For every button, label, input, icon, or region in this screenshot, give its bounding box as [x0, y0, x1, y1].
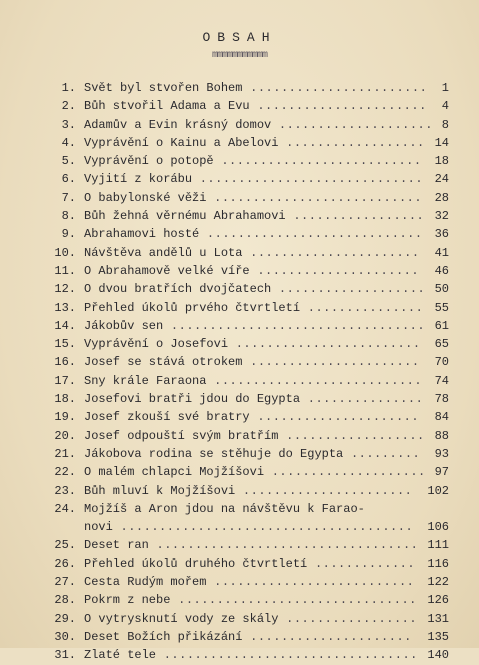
entry-title: O dvou bratřích dvojčatech ...................	[84, 282, 426, 297]
entry-title: Sny krále Faraona ...........................	[84, 373, 423, 388]
dot-leader: ......................	[235, 483, 413, 498]
dot-leader: ......................	[249, 99, 427, 114]
entry-title: Vyjití z korábu .............................	[84, 172, 424, 187]
entry-number: 25.	[54, 538, 76, 553]
toc-entry	[0, 555, 479, 573]
dot-leader: .............	[307, 556, 416, 571]
toc-entry	[0, 244, 479, 262]
entry-page-number: 70	[434, 355, 449, 370]
entry-title: Vyprávění o Kainu a Abelovi ..................	[84, 135, 425, 150]
toc-entry	[0, 79, 479, 97]
entry-number: 27.	[54, 575, 76, 590]
entry-page-number: 106	[427, 520, 449, 535]
entry-number: 2.	[61, 99, 76, 114]
toc-entry	[0, 610, 479, 628]
entry-number: 19.	[54, 410, 76, 425]
entry-number: 7.	[61, 190, 76, 205]
entry-number: 24.	[54, 501, 76, 516]
dot-leader: .......................	[242, 81, 428, 95]
entry-title: Jákobův sen .................................	[84, 318, 426, 333]
entry-page-number: 41	[434, 245, 449, 260]
toc-entry	[0, 134, 479, 152]
dot-leader: ...........................	[206, 190, 423, 205]
dot-leader: ..........................	[206, 575, 415, 590]
entry-page-number: 131	[427, 611, 449, 626]
entry-title: Deset ran ..................................	[84, 538, 419, 553]
entry-title: Svět byl stvořen Bohem .......................	[84, 81, 428, 95]
entry-title: Abrahamovi hosté ............................	[84, 227, 423, 242]
entry-number: 31.	[54, 648, 76, 663]
entry-title: O malém chlapci Mojžíšovi ....................	[84, 465, 426, 480]
dot-leader: .....................	[242, 629, 412, 644]
entry-page-number: 97	[434, 465, 449, 480]
dot-leader: ...................	[271, 282, 426, 297]
entry-title: Bůh mluví k Mojžíšovi ......................	[84, 483, 413, 498]
toc-entry	[0, 317, 479, 335]
entry-page-number: 61	[434, 318, 449, 333]
entry-title: Vyprávění o potopě ..........................	[84, 154, 422, 169]
dot-leader: ..........................	[213, 154, 422, 169]
dot-leader: .................	[278, 611, 418, 626]
toc-entry	[0, 97, 479, 115]
entry-page-number: 24	[434, 172, 449, 187]
entry-page-number: 55	[434, 300, 449, 315]
entry-page-number: 74	[434, 373, 449, 388]
dot-leader: ......................................	[112, 520, 414, 535]
toc-entry	[0, 427, 479, 445]
toc-entry	[0, 536, 479, 554]
toc-entry	[0, 299, 479, 317]
dot-leader: ..................	[278, 428, 425, 443]
toc-entry	[0, 500, 479, 518]
entry-number: 10.	[54, 245, 76, 260]
dot-leader: ....................	[264, 465, 426, 480]
table-of-contents	[0, 79, 479, 665]
entry-page-number: 50	[434, 282, 449, 297]
entry-title: Přehled úkolů prvého čtvrtletí ...............	[84, 300, 424, 315]
entry-number: 18.	[54, 392, 76, 407]
entry-number: 30.	[54, 629, 76, 644]
entry-number: 13.	[54, 300, 76, 315]
entry-page-number: 135	[427, 629, 449, 644]
entry-title: Adamův a Evin krásný domov ....................	[84, 117, 433, 132]
entry-title: novi ......................................	[84, 520, 414, 535]
entry-number: 5.	[61, 154, 76, 169]
entry-title: O vytrysknutí vody ze skály .................	[84, 611, 418, 626]
entry-page-number: 126	[427, 593, 449, 608]
entry-title: Návštěva andělů u Lota ......................	[84, 245, 420, 260]
entry-page-number: 84	[434, 410, 449, 425]
entry-title: Bůh žehná věrnému Abrahamovi .................	[84, 209, 425, 224]
entry-title: Mojžíš a Aron jdou na návštěvu k Farao-	[84, 501, 365, 516]
entry-title: O babylonské věži ...........................	[84, 190, 423, 205]
entry-page-number: 28	[434, 190, 449, 205]
dot-leader: ...............................	[170, 593, 417, 608]
entry-page-number: 1	[441, 81, 449, 95]
toc-entry	[0, 170, 479, 188]
entry-title: Pokrm z nebe ...............................	[84, 593, 417, 608]
dot-leader: ..................	[278, 135, 425, 150]
toc-entry	[0, 353, 479, 371]
entry-page-number: 18	[434, 154, 449, 169]
dot-leader: .....................	[249, 410, 420, 425]
toc-entry	[0, 628, 479, 646]
dot-leader: ........................	[228, 337, 421, 352]
toc-entry	[0, 518, 479, 536]
toc-entry	[0, 445, 479, 463]
entry-page-number: 36	[434, 227, 449, 242]
entry-title: Přehled úkolů druhého čtvrtletí .............	[84, 556, 416, 571]
entry-page-number: 116	[427, 556, 449, 571]
entry-number: 15.	[54, 337, 76, 352]
dot-leader: .........	[343, 446, 421, 461]
entry-title: Deset Božích přikázání .....................	[84, 629, 412, 644]
dot-leader: ............................	[199, 227, 423, 242]
dot-leader: .................................	[163, 318, 426, 333]
entry-number: 3.	[61, 117, 76, 132]
entry-page-number: 4	[441, 99, 449, 114]
toc-entry	[0, 390, 479, 408]
toc-entry	[0, 463, 479, 481]
entry-title: Josef odpouští svým bratřím ..................	[84, 428, 425, 443]
entry-number: 12.	[54, 282, 76, 297]
toc-entry	[0, 152, 479, 170]
toc-entry	[0, 280, 479, 298]
dot-leader: .................	[285, 209, 425, 224]
entry-page-number: 78	[434, 392, 449, 407]
entry-title: Bůh stvořil Adama a Evu ......................	[84, 99, 427, 114]
dot-leader: ...............	[300, 392, 424, 407]
entry-title: Zlaté tele .................................	[84, 648, 418, 663]
toc-entry	[0, 573, 479, 591]
toc-entry	[0, 207, 479, 225]
toc-entry	[0, 335, 479, 353]
entry-number: 9.	[61, 227, 76, 242]
entry-number: 11.	[54, 263, 76, 278]
entry-number: 22.	[54, 465, 76, 480]
toc-entry	[0, 646, 479, 664]
entry-page-number: 65	[434, 337, 449, 352]
dot-leader: ......................	[242, 245, 420, 260]
entry-number: 1.	[61, 81, 76, 95]
entry-page-number: 88	[434, 428, 449, 443]
entry-title: Josef se stává otrokem ......................	[84, 355, 420, 370]
entry-title: Cesta Rudým mořem ..........................	[84, 575, 415, 590]
entry-page-number: 14	[434, 135, 449, 150]
entry-number: 20.	[54, 428, 76, 443]
title-underline: mmmmmmmmmmm	[211, 50, 267, 61]
entry-number: 21.	[54, 446, 76, 461]
dot-leader: .................................	[156, 648, 418, 663]
entry-number: 17.	[54, 373, 76, 388]
entry-number: 23.	[54, 483, 76, 498]
entry-number: 28.	[54, 593, 76, 608]
entry-number: 8.	[61, 209, 76, 224]
dot-leader: .............................	[192, 172, 424, 187]
dot-leader: ...............	[300, 300, 424, 315]
toc-entry	[0, 408, 479, 426]
toc-entry	[0, 116, 479, 134]
entry-title: Vyprávění o Josefovi ........................	[84, 337, 421, 352]
dot-leader: ....................	[271, 117, 433, 132]
entry-number: 16.	[54, 355, 76, 370]
page-title: OBSAH	[202, 30, 277, 45]
entry-number: 6.	[61, 172, 76, 187]
entry-number: 29.	[54, 611, 76, 626]
entry-title: Josefovi bratři jdou do Egypta ...............	[84, 392, 424, 407]
toc-entry	[0, 189, 479, 207]
entry-title: Jákobova rodina se stěhuje do Egypta .........	[84, 446, 421, 461]
entry-page-number: 46	[434, 263, 449, 278]
entry-page-number: 111	[427, 538, 449, 553]
entry-number: 26.	[54, 556, 76, 571]
dot-leader: .....................	[249, 263, 420, 278]
entry-title: Josef zkouší své bratry .....................	[84, 410, 420, 425]
dot-leader: ..................................	[148, 538, 419, 553]
dot-leader: ...........................	[206, 373, 423, 388]
entry-page-number: 122	[427, 575, 449, 590]
toc-entry	[0, 262, 479, 280]
entry-page-number: 32	[434, 209, 449, 224]
toc-entry	[0, 482, 479, 500]
entry-page-number: 102	[427, 483, 449, 498]
entry-number: 4.	[61, 135, 76, 150]
toc-entry	[0, 591, 479, 609]
entry-page-number: 93	[434, 446, 449, 461]
entry-page-number: 140	[427, 648, 449, 663]
dot-leader: ......................	[242, 355, 420, 370]
toc-entry	[0, 372, 479, 390]
toc-entry	[0, 225, 479, 243]
entry-page-number: 8	[441, 117, 449, 132]
entry-title: O Abrahamově velké víře .....................	[84, 263, 420, 278]
entry-number: 14.	[54, 318, 76, 333]
